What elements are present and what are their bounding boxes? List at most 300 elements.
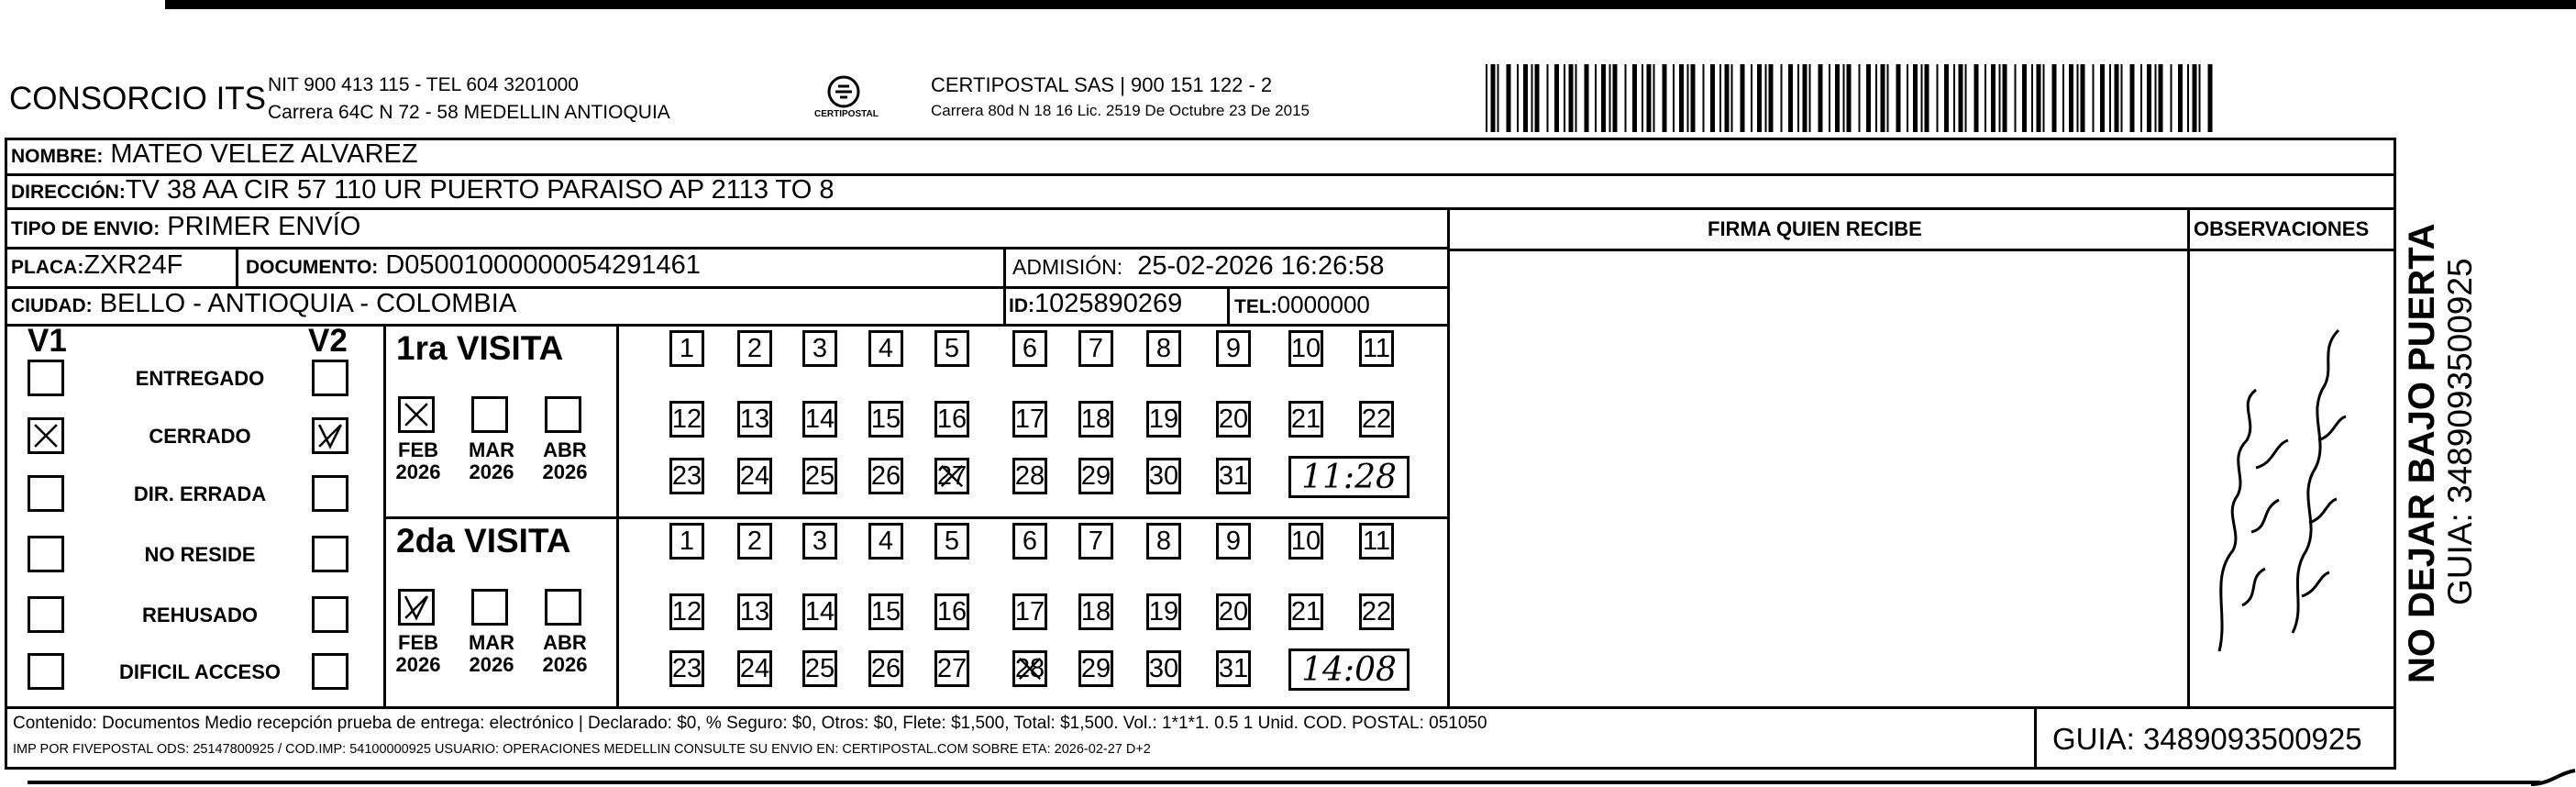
barcode-bar bbox=[1974, 64, 1979, 132]
barcode-bar bbox=[1547, 64, 1549, 132]
x-mark-icon bbox=[1015, 653, 1045, 684]
visit-day[interactable] bbox=[1288, 523, 1323, 560]
side-warning: NO DEJAR BAJO PUERTA bbox=[2402, 223, 2442, 683]
visit-day[interactable] bbox=[934, 458, 969, 494]
id-value: 1025890269 bbox=[1034, 289, 1183, 318]
barcode-bar bbox=[1585, 64, 1589, 132]
barcode-bar bbox=[1757, 64, 1762, 132]
visit-month-checkbox[interactable] bbox=[545, 396, 581, 433]
visit-day[interactable] bbox=[1078, 458, 1113, 494]
barcode bbox=[1486, 64, 2219, 138]
visit-day[interactable] bbox=[1216, 330, 1251, 367]
visit-day-label: 8 bbox=[1155, 526, 1172, 556]
visit-day-label: 29 bbox=[1080, 653, 1111, 683]
visit-day-label: 3 bbox=[812, 526, 828, 556]
visit-day-label: 14 bbox=[804, 404, 835, 434]
visit-day[interactable] bbox=[1216, 458, 1251, 494]
visit-day[interactable] bbox=[1078, 401, 1113, 438]
admision-field bbox=[1012, 253, 1385, 280]
barcode-bar bbox=[1907, 64, 1908, 132]
tipo-field bbox=[11, 214, 360, 240]
visit-day-label: 25 bbox=[804, 653, 835, 683]
visit-day-label: 24 bbox=[739, 460, 770, 491]
visit-day-label: 31 bbox=[1218, 460, 1249, 491]
footer-print-info: IMP POR FIVEPOSTAL ODS: 25147800925 / COD.IMP: 54100000925 USUARIO: OPERACIONES MEDELLIN CONSULTE SU ENVIO EN: CERTIPOSTAL.COM SOBRE ETA: 2026-02-27 D+2 bbox=[13, 742, 1151, 757]
visit-day-label: 16 bbox=[936, 404, 967, 434]
visit-day[interactable] bbox=[737, 401, 772, 438]
visit-day-label: 19 bbox=[1148, 596, 1179, 626]
visit-day-label: 30 bbox=[1148, 653, 1179, 683]
visit-day[interactable] bbox=[1288, 593, 1323, 630]
barcode-bar bbox=[1535, 64, 1540, 132]
visit-day-label: 20 bbox=[1218, 404, 1249, 434]
v2-label: V2 bbox=[308, 323, 348, 359]
barcode-bar bbox=[1896, 64, 1901, 132]
barcode-bar bbox=[2208, 64, 2213, 132]
barcode-bar bbox=[1809, 64, 1811, 132]
visit-day[interactable] bbox=[737, 523, 772, 560]
visit-day-label: 2 bbox=[746, 333, 763, 363]
id-field bbox=[1009, 291, 1182, 317]
visit-day[interactable] bbox=[1359, 330, 1394, 367]
month-name: FEB bbox=[398, 438, 438, 461]
visit-day-label: 19 bbox=[1148, 404, 1179, 434]
barcode-bar bbox=[1731, 64, 1733, 132]
visit-day[interactable] bbox=[737, 593, 772, 630]
visit-day[interactable] bbox=[934, 401, 969, 438]
visit-time-box[interactable] bbox=[1288, 456, 1410, 498]
status-v2-checkbox-2[interactable] bbox=[312, 475, 348, 512]
v1-label: V1 bbox=[28, 323, 67, 359]
barcode-bar bbox=[2093, 64, 2095, 132]
visit-day[interactable] bbox=[737, 330, 772, 367]
barcode-bar bbox=[1781, 64, 1783, 132]
barcode-bar bbox=[1595, 64, 1597, 132]
tipo-label: TIPO DE ENVIO: bbox=[11, 218, 160, 239]
visit-day[interactable] bbox=[1146, 650, 1181, 687]
month-year: 2026 bbox=[395, 653, 441, 676]
visit-day[interactable] bbox=[868, 523, 903, 560]
barcode-bar bbox=[1835, 64, 1840, 132]
visit-day-label: 15 bbox=[870, 404, 901, 434]
placa-label: PLACA: bbox=[11, 257, 84, 278]
barcode-bar bbox=[1953, 64, 1955, 132]
footer-content: Contenido: Documentos Medio recepción prueba de entrega: electrónico | Declarado: $0, % Seguro: $0, Otros: $0, Flete: $1,500, Total: $1,500. Vol.: 1*1*1. 0.5 1 Unid. COD. POSTAL: 051050 bbox=[13, 714, 1487, 733]
tel-field bbox=[1234, 293, 1370, 316]
visit-day[interactable] bbox=[868, 650, 903, 687]
barcode-bar bbox=[1703, 64, 1705, 132]
check-mark-icon bbox=[315, 420, 346, 451]
barcode-bar bbox=[2155, 64, 2157, 132]
visit-day[interactable] bbox=[1146, 330, 1181, 367]
barcode-bar bbox=[2022, 64, 2027, 132]
barcode-bar bbox=[1991, 64, 1996, 132]
direccion-label: DIRECCIÓN: bbox=[11, 182, 126, 203]
documento-value: D05001000000054291461 bbox=[385, 250, 701, 280]
barcode-bar bbox=[1887, 64, 1889, 132]
barcode-bar bbox=[2109, 64, 2111, 132]
barcode-bar bbox=[2069, 64, 2073, 132]
visit-time-box[interactable] bbox=[1288, 648, 1410, 691]
visit-title: 2da VISITA bbox=[396, 522, 571, 560]
barcode-bar bbox=[2077, 64, 2079, 132]
visit-day-label: 13 bbox=[739, 404, 770, 434]
visit-day-label: 30 bbox=[1148, 460, 1179, 491]
visit-day-label: 27 bbox=[936, 460, 967, 491]
status-v2-checkbox-4[interactable] bbox=[312, 596, 348, 633]
ciudad-field bbox=[11, 291, 516, 317]
visit-time: 14:08 bbox=[1301, 650, 1397, 689]
observaciones-label: OBSERVACIONES bbox=[2194, 217, 2370, 240]
visit-month-checkbox[interactable] bbox=[471, 396, 508, 433]
visit-day-label: 31 bbox=[1218, 653, 1249, 683]
barcode-bar bbox=[1797, 64, 1799, 132]
visit-day[interactable] bbox=[1012, 458, 1047, 494]
visit-day-label: 10 bbox=[1290, 526, 1321, 556]
visit-day-label: 5 bbox=[944, 526, 960, 556]
barcode-bar bbox=[1866, 64, 1871, 132]
ciudad-value: BELLO - ANTIOQUIA - COLOMBIA bbox=[99, 289, 517, 318]
visit-day-label: 14 bbox=[804, 596, 835, 626]
barcode-bar bbox=[1985, 64, 1986, 132]
visit-day[interactable] bbox=[802, 330, 837, 367]
visit-day-label: 17 bbox=[1014, 404, 1045, 434]
firma-label: FIRMA QUIEN RECIBE bbox=[1708, 217, 1922, 240]
certipostal-logo bbox=[807, 72, 880, 127]
corner-curve bbox=[2531, 769, 2576, 787]
visit-day-label: 4 bbox=[878, 333, 894, 363]
barcode-bar bbox=[1959, 64, 1963, 132]
visit-day[interactable] bbox=[1359, 523, 1394, 560]
visit-day-label: 27 bbox=[936, 653, 967, 683]
company-nit: NIT 900 413 115 - TEL 604 3201000 bbox=[268, 74, 579, 95]
visit-month-label bbox=[392, 439, 444, 483]
barcode-bar bbox=[1613, 64, 1618, 132]
visit-day[interactable] bbox=[1216, 650, 1251, 687]
visit-day-label: 17 bbox=[1014, 596, 1045, 626]
visit-day[interactable] bbox=[802, 401, 837, 438]
barcode-bar bbox=[1819, 64, 1823, 132]
nombre-value: MATEO VELEZ ALVAREZ bbox=[110, 139, 418, 169]
status-label: ENTREGADO bbox=[135, 367, 265, 390]
carrier-nit: CERTIPOSTAL SAS | 900 151 122 - 2 bbox=[931, 73, 1273, 96]
visit-day-label: 23 bbox=[671, 460, 702, 491]
admision-label: ADMISIÓN: bbox=[1012, 255, 1123, 279]
top-border bbox=[165, 0, 2576, 9]
barcode-bar bbox=[1691, 64, 1696, 132]
visit-day-label: 20 bbox=[1218, 596, 1249, 626]
barcode-bar bbox=[1765, 64, 1767, 132]
barcode-bar bbox=[2187, 64, 2189, 132]
month-year: 2026 bbox=[469, 460, 514, 483]
visit-day-label: 11 bbox=[1362, 526, 1391, 556]
barcode-bar bbox=[1632, 64, 1637, 132]
visit-day-label: 5 bbox=[944, 333, 960, 363]
barcode-bar bbox=[1642, 64, 1643, 132]
tipo-value: PRIMER ENVÍO bbox=[167, 212, 361, 241]
company-name: CONSORCIO ITS bbox=[9, 81, 267, 116]
barcode-bar bbox=[1843, 64, 1845, 132]
visit-day[interactable] bbox=[802, 458, 837, 494]
barcode-bar bbox=[2147, 64, 2151, 132]
visit-day[interactable] bbox=[1288, 330, 1323, 367]
visit-month-checkbox[interactable] bbox=[471, 589, 508, 626]
barcode-bar bbox=[1486, 64, 1487, 132]
barcode-bar bbox=[1999, 64, 2001, 132]
visit-day[interactable] bbox=[1216, 401, 1251, 438]
barcode-bar bbox=[2062, 64, 2064, 132]
visit-month-label bbox=[539, 632, 591, 676]
barcode-bar bbox=[1523, 64, 1528, 132]
barcode-bar bbox=[1491, 64, 1496, 132]
barcode-bar bbox=[1769, 64, 1774, 132]
barcode-bar bbox=[1741, 64, 1745, 132]
status-v2-checkbox-1[interactable] bbox=[312, 417, 348, 454]
visit-day[interactable] bbox=[868, 458, 903, 494]
visit-day-label: 12 bbox=[671, 596, 702, 626]
nombre-label: NOMBRE: bbox=[11, 146, 104, 167]
barcode-bar bbox=[1564, 64, 1565, 132]
visit-day-label: 8 bbox=[1155, 333, 1172, 363]
documento-field bbox=[246, 252, 701, 279]
barcode-bar bbox=[1875, 64, 1877, 132]
visit-month-checkbox[interactable] bbox=[398, 396, 435, 433]
barcode-bar bbox=[1569, 64, 1574, 132]
barcode-bar bbox=[1965, 64, 1967, 132]
visit-day-label: 4 bbox=[878, 526, 894, 556]
barcode-bar bbox=[1859, 64, 1861, 132]
visit-day-label: 1 bbox=[679, 526, 695, 556]
barcode-bar bbox=[2130, 64, 2135, 132]
documento-label: DOCUMENTO: bbox=[246, 257, 379, 278]
visit-day-label: 21 bbox=[1290, 596, 1321, 626]
visit-day[interactable] bbox=[669, 401, 704, 438]
visit-day[interactable] bbox=[1146, 458, 1181, 494]
visit-day[interactable] bbox=[1012, 593, 1047, 630]
carrier-address: Carrera 80d N 18 16 Lic. 2519 De Octubre 23 De 2015 bbox=[931, 102, 1310, 119]
barcode-bar bbox=[2100, 64, 2105, 132]
visit-day-label: 18 bbox=[1080, 596, 1111, 626]
visit-day[interactable] bbox=[1146, 593, 1181, 630]
company-address: Carrera 64C N 72 - 58 MEDELLIN ANTIOQUIA bbox=[268, 102, 670, 123]
visit-day[interactable] bbox=[1359, 401, 1394, 438]
x-mark-icon bbox=[401, 399, 432, 430]
id-label: ID: bbox=[1009, 295, 1034, 316]
visit-day[interactable] bbox=[802, 650, 837, 687]
x-mark-icon bbox=[937, 460, 967, 492]
barcode-bar bbox=[2081, 64, 2085, 132]
barcode-bar bbox=[1847, 64, 1852, 132]
logo-text: CERTIPOSTAL bbox=[814, 109, 879, 119]
barcode-bar bbox=[1803, 64, 1808, 132]
visit-day[interactable] bbox=[737, 458, 772, 494]
month-name: MAR bbox=[468, 631, 515, 654]
barcode-bar bbox=[1751, 64, 1752, 132]
visit-day-label: 7 bbox=[1088, 526, 1104, 556]
visit-title: 1ra VISITA bbox=[396, 329, 564, 367]
direccion-field bbox=[11, 177, 835, 204]
visit-day[interactable] bbox=[1012, 330, 1047, 367]
visit-day[interactable] bbox=[868, 593, 903, 630]
check-mark-icon bbox=[401, 592, 432, 623]
barcode-bar bbox=[2121, 64, 2123, 132]
visit-day[interactable] bbox=[1012, 401, 1047, 438]
visit-month-label bbox=[539, 439, 591, 483]
month-year: 2026 bbox=[395, 460, 441, 483]
visit-day[interactable] bbox=[1078, 523, 1113, 560]
barcode-bar bbox=[1575, 64, 1577, 132]
barcode-bar bbox=[2003, 64, 2007, 132]
bottom-rule bbox=[28, 781, 2540, 784]
visit-day-label: 16 bbox=[936, 596, 967, 626]
barcode-bar bbox=[2015, 64, 2017, 132]
side-guia: GUIA: 3489093500925 bbox=[2441, 258, 2479, 605]
visit-day[interactable] bbox=[934, 650, 969, 687]
footer-guia: GUIA: 3489093500925 bbox=[2052, 722, 2362, 756]
barcode-bar bbox=[1625, 64, 1627, 132]
visit-day[interactable] bbox=[934, 523, 969, 560]
barcode-bar bbox=[2171, 64, 2172, 132]
visit-day-label: 28 bbox=[1014, 653, 1045, 683]
barcode-bar bbox=[1719, 64, 1721, 132]
visit-day-label: 11 bbox=[1362, 333, 1391, 363]
visit-day[interactable] bbox=[934, 330, 969, 367]
visit-day[interactable] bbox=[669, 650, 704, 687]
barcode-bar bbox=[2199, 64, 2201, 132]
direccion-value: TV 38 AA CIR 57 110 UR PUERTO PARAISO AP 2113 TO 8 bbox=[125, 175, 835, 205]
visit-day-label: 2 bbox=[746, 526, 763, 556]
visit-day-label: 6 bbox=[1022, 333, 1038, 363]
visit-day[interactable] bbox=[1012, 650, 1047, 687]
barcode-bar bbox=[1554, 64, 1559, 132]
month-year: 2026 bbox=[542, 653, 588, 676]
visit-month-checkbox[interactable] bbox=[545, 589, 581, 626]
month-year: 2026 bbox=[542, 460, 588, 483]
visit-month-checkbox[interactable] bbox=[398, 589, 435, 626]
visit-day[interactable] bbox=[1078, 650, 1113, 687]
visit-day[interactable] bbox=[802, 593, 837, 630]
barcode-bar bbox=[1653, 64, 1655, 132]
visit-day-label: 7 bbox=[1088, 333, 1104, 363]
visit-day-label: 26 bbox=[870, 460, 901, 491]
status-v2-checkbox-3[interactable] bbox=[312, 536, 348, 572]
visit-day-label: 22 bbox=[1361, 404, 1392, 434]
admision-value: 25-02-2026 16:26:58 bbox=[1137, 251, 1385, 281]
barcode-bar bbox=[1788, 64, 1793, 132]
tel-label: TEL: bbox=[1234, 296, 1277, 317]
barcode-bar bbox=[2037, 64, 2041, 132]
visit-day-label: 21 bbox=[1290, 404, 1321, 434]
visit-day[interactable] bbox=[1078, 330, 1113, 367]
status-v2-checkbox-0[interactable] bbox=[312, 360, 348, 396]
visit-day[interactable] bbox=[1288, 401, 1323, 438]
barcode-bar bbox=[2193, 64, 2197, 132]
visit-day[interactable] bbox=[868, 401, 903, 438]
visit-day[interactable] bbox=[1078, 593, 1113, 630]
visit-day[interactable] bbox=[868, 330, 903, 367]
barcode-bar bbox=[2031, 64, 2033, 132]
month-name: MAR bbox=[468, 438, 515, 461]
status-v2-checkbox-5[interactable] bbox=[312, 653, 348, 690]
visit-day[interactable] bbox=[802, 523, 837, 560]
visit-month-label bbox=[466, 439, 517, 483]
visit-day[interactable] bbox=[737, 650, 772, 687]
month-name: ABR bbox=[543, 631, 587, 654]
barcode-bar bbox=[1647, 64, 1652, 132]
visit-month-label bbox=[392, 632, 444, 676]
nombre-field bbox=[11, 141, 418, 168]
visit-day-label: 25 bbox=[804, 460, 835, 491]
visit-day[interactable] bbox=[1012, 523, 1047, 560]
month-name: FEB bbox=[398, 631, 438, 654]
visit-day-label: 1 bbox=[679, 333, 695, 363]
visit-day-label: 26 bbox=[870, 653, 901, 683]
visit-day-label: 15 bbox=[870, 596, 901, 626]
visit-time: 11:28 bbox=[1301, 458, 1397, 496]
placa-value: ZXR24F bbox=[83, 250, 183, 280]
barcode-bar bbox=[2052, 64, 2057, 132]
visit-day[interactable] bbox=[1216, 593, 1251, 630]
barcode-bar bbox=[1725, 64, 1730, 132]
visit-day-label: 3 bbox=[812, 333, 828, 363]
barcode-bar bbox=[1609, 64, 1611, 132]
status-label: DIR. ERRADA bbox=[133, 482, 267, 505]
month-year: 2026 bbox=[469, 653, 514, 676]
visit-day-label: 24 bbox=[739, 653, 770, 683]
visit-day[interactable] bbox=[669, 330, 704, 367]
visit-day[interactable] bbox=[1216, 523, 1251, 560]
barcode-bar bbox=[1944, 64, 1949, 132]
visit-day-label: 18 bbox=[1080, 404, 1111, 434]
barcode-bar bbox=[1913, 64, 1918, 132]
month-name: ABR bbox=[543, 438, 587, 461]
signature-area[interactable] bbox=[1453, 251, 2184, 704]
status-label: REHUSADO bbox=[142, 604, 258, 626]
barcode-bar bbox=[2159, 64, 2163, 132]
visit-day[interactable] bbox=[934, 593, 969, 630]
barcode-bar bbox=[2178, 64, 2183, 132]
barcode-bar bbox=[1601, 64, 1606, 132]
status-label: CERRADO bbox=[149, 425, 251, 448]
barcode-bar bbox=[2115, 64, 2119, 132]
barcode-bar bbox=[2043, 64, 2045, 132]
visit-day-label: 10 bbox=[1290, 333, 1321, 363]
visit-day[interactable] bbox=[1359, 593, 1394, 630]
barcode-bar bbox=[1925, 64, 1929, 132]
visit-day-label: 9 bbox=[1225, 526, 1242, 556]
visit-day-label: 22 bbox=[1361, 596, 1392, 626]
visit-day-label: 6 bbox=[1022, 526, 1038, 556]
visit-day[interactable] bbox=[669, 593, 704, 630]
visit-day[interactable] bbox=[1146, 523, 1181, 560]
barcode-bar bbox=[1531, 64, 1533, 132]
ciudad-label: CIUDAD: bbox=[11, 295, 93, 316]
visit-day-label: 29 bbox=[1080, 460, 1111, 491]
handwritten-observation bbox=[2192, 303, 2375, 670]
barcode-bar bbox=[1679, 64, 1684, 132]
status-label: NO RESIDE bbox=[144, 543, 256, 566]
visit-day-label: 23 bbox=[671, 653, 702, 683]
visit-day-label: 28 bbox=[1014, 460, 1045, 491]
placa-field bbox=[11, 252, 182, 279]
barcode-bar bbox=[1687, 64, 1689, 132]
barcode-bar bbox=[1829, 64, 1830, 132]
visit-day[interactable] bbox=[669, 458, 704, 494]
visit-day[interactable] bbox=[669, 523, 704, 560]
status-label: DIFICIL ACCESO bbox=[118, 660, 281, 683]
barcode-bar bbox=[2140, 64, 2142, 132]
visit-day[interactable] bbox=[1146, 401, 1181, 438]
